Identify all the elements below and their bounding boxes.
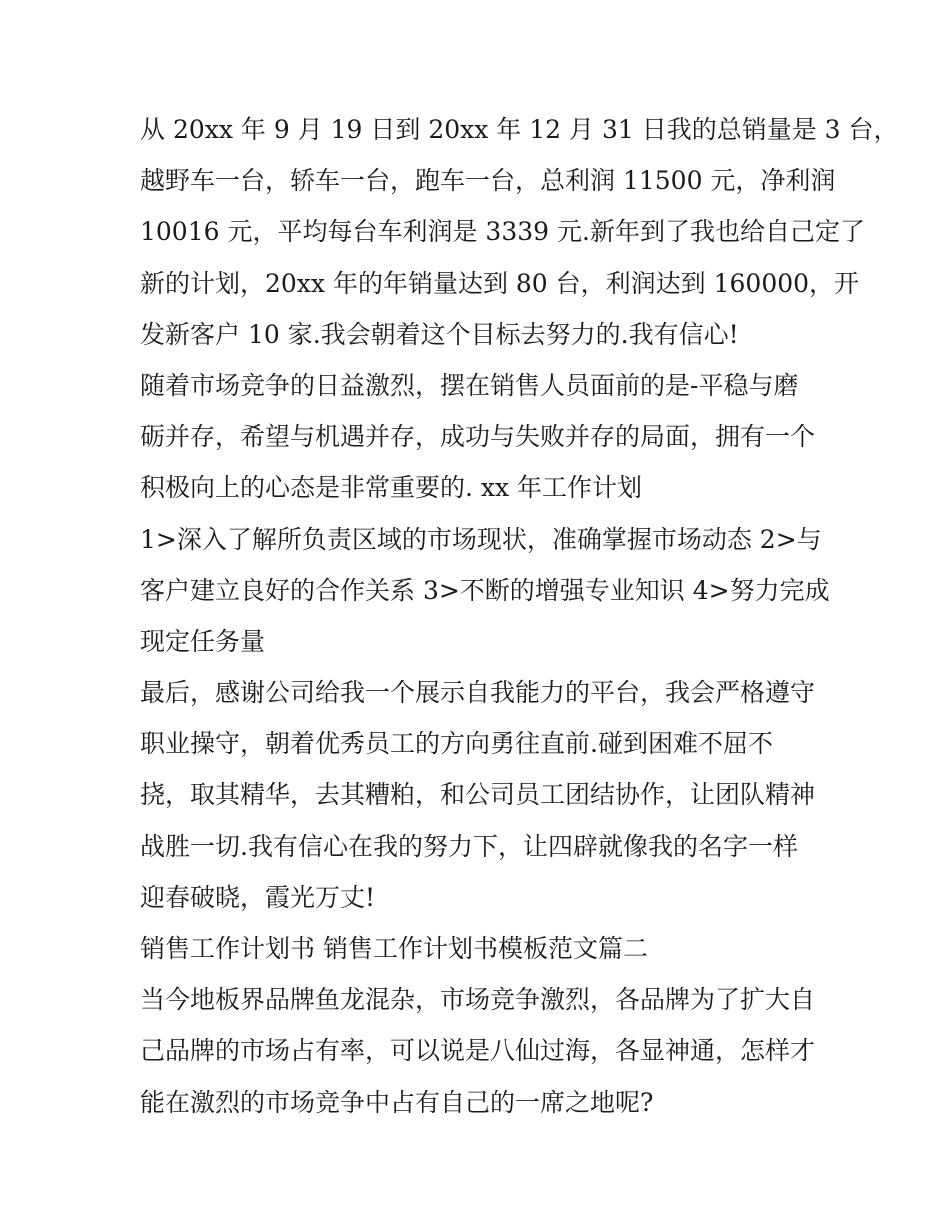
text-line: 己品牌的市场占有率，可以说是八仙过海，各显神通，怎样才 (140, 1036, 816, 1066)
text-line: 迎春破晓，霞光万丈! (140, 882, 376, 912)
text-line: 能在激烈的市场竞争中占有自己的一席之地呢? (140, 1087, 654, 1117)
text-line: 随着市场竞争的日益激烈，摆在销售人员面前的是-平稳与磨 (140, 370, 799, 400)
text-line: 从 20xx 年 9 月 19 日到 20xx 年 12 月 31 日我的总销量是 3 台， (140, 115, 899, 144)
text-line: 挠，取其精华，去其糟粕，和公司员工团结协作，让团队精神 (140, 780, 816, 810)
text-line: 职业操守，朝着优秀员工的方向勇往直前.碰到困难不屈不 (140, 729, 773, 759)
text-line: 10016 元，平均每台车利润是 3339 元.新年到了我也给自己定了 (140, 217, 865, 247)
text-line: 砺并存，希望与机遇并存，成功与失败并存的局面，拥有一个 (140, 422, 816, 452)
text-line: 当今地板界品牌鱼龙混杂，市场竞争激烈，各品牌为了扩大自 (140, 985, 816, 1015)
section-heading: 销售工作计划书 销售工作计划书模板范文篇二 (140, 934, 648, 963)
document-body (140, 104, 899, 1128)
text-line: 发新客户 10 家.我会朝着这个目标去努力的.我有信心! (140, 319, 739, 349)
text-line: 积极向上的心态是非常重要的. xx 年工作计划 (140, 473, 643, 503)
text-line: 最后，感谢公司给我一个展示自我能力的平台，我会严格遵守 (140, 678, 816, 708)
text-line: 现定任务量 (140, 626, 266, 656)
text-line: 客户建立良好的合作关系 3>不断的增强专业知识 4>努力完成 (140, 575, 830, 605)
text-line: 越野车一台，轿车一台，跑车一台，总利润 11500 元，净利润 (140, 166, 836, 196)
text-line: 新的计划，20xx 年的年销量达到 80 台，利润达到 160000，开 (140, 268, 860, 298)
text-line: 战胜一切.我有信心在我的努力下，让四辟就像我的名字一样 (140, 831, 798, 861)
text-line: 1>深入了解所负责区域的市场现状，准确掌握市场动态 2>与 (140, 524, 822, 554)
